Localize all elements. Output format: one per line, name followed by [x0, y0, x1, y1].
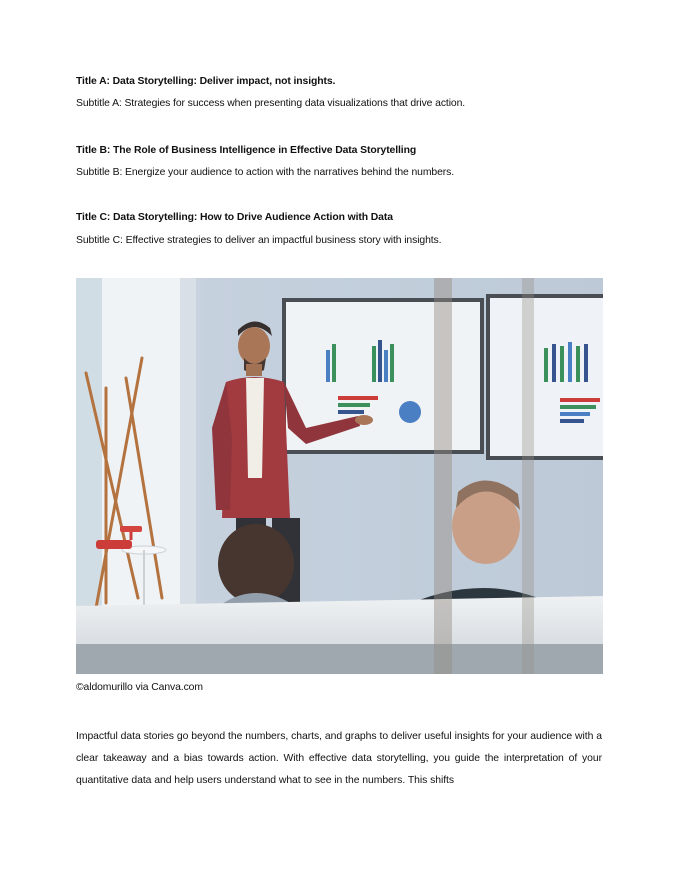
presentation-photo [76, 278, 603, 674]
title-c: Title C: Data Storytelling: How to Drive Audience Action with Data [76, 212, 393, 223]
title-b: Title B: The Role of Business Intelligence in Effective Data Storytelling [76, 145, 417, 156]
title-a: Title A: Data Storytelling: Deliver impact, not insights. [76, 76, 336, 87]
photo-caption: ©aldomurillo via Canva.com [76, 682, 203, 693]
subtitle-a: Subtitle A: Strategies for success when presenting data visualizations that drive action. [76, 98, 466, 109]
subtitle-b: Subtitle B: Energize your audience to action with the narratives behind the numbers. [76, 167, 455, 178]
body-paragraph: Impactful data stories go beyond the numbers, charts, and graphs to deliver useful insights for your audience with a clear takeaway and a bias towards action. With effective data storytelling, you guide the interpretation of your quantitative data and help users understand what to see in the numbers. This shifts [76, 731, 602, 786]
presentation-photo-icon [76, 278, 603, 674]
subtitle-c: Subtitle C: Effective strategies to deliver an impactful business story with insights. [76, 235, 442, 246]
